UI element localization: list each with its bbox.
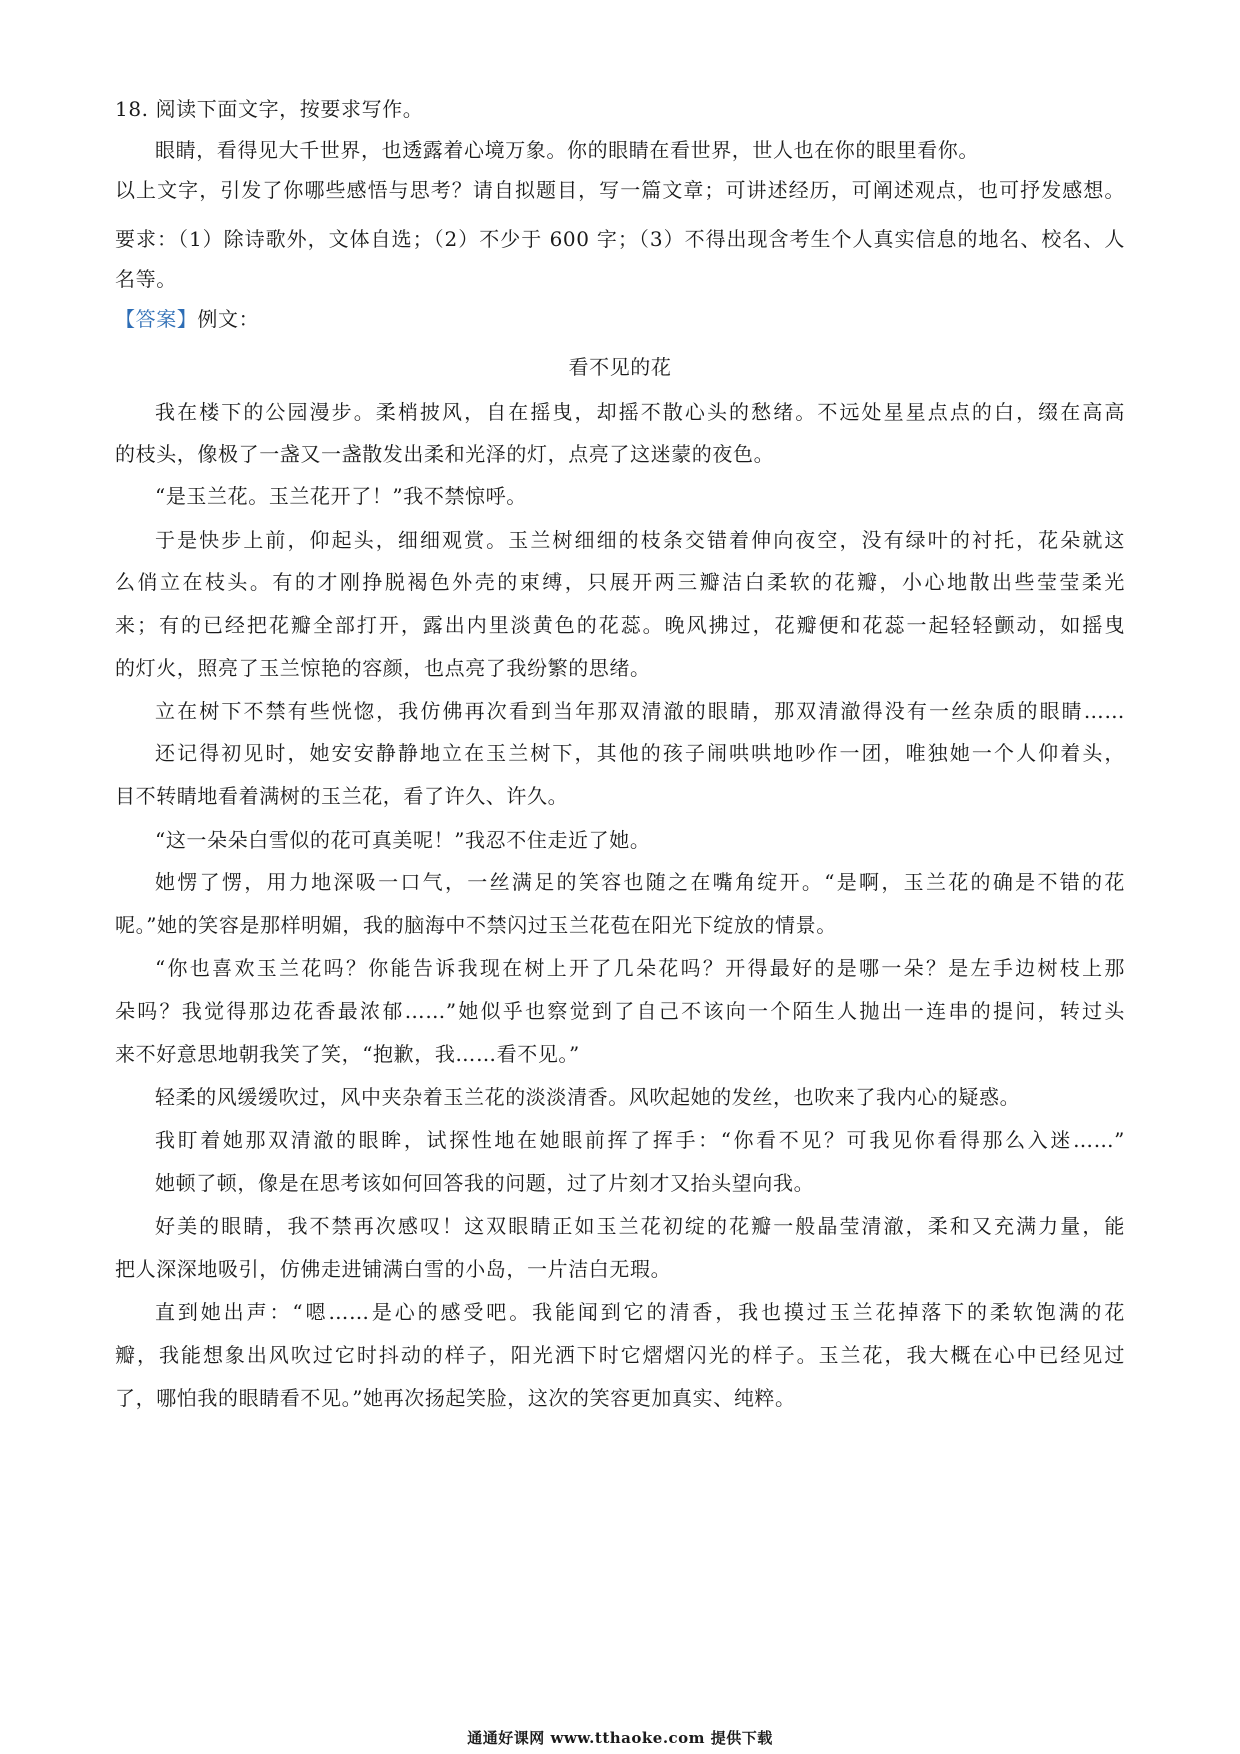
essay-line: 她愣了愣，用力地深吸一口气，一丝满足的笑容也随之在嘴角绽开。“是啊，玉兰花的确是不错的花 [155,870,1125,894]
essay-line: 轻柔的风缓缓吹过，风中夹杂着玉兰花的淡淡清香。风吹起她的发丝，也吹来了我内心的疑惑。 [155,1085,1021,1109]
essay-line: “这一朵朵白雪似的花可真美呢！”我忍不住走近了她。 [155,828,651,852]
essay-title: 看不见的花 [568,355,672,379]
question-number-prompt: 18. 阅读下面文字，按要求写作。 [115,97,424,121]
essay-line: 我盯着她那双清澈的眼眸，试探性地在她眼前挥了挥手：“你看不见？可我见你看得那么入迷……” [155,1128,1125,1152]
essay-line: 瓣，我能想象出风吹过它时抖动的样子，阳光洒下时它熠熠闪光的样子。玉兰花，我大概在心中已经见过 [115,1343,1125,1367]
essay-line: 么俏立在枝头。有的才刚挣脱褐色外壳的束缚，只展开两三瓣洁白柔软的花瓣，小心地散出些莹莹柔光 [115,570,1125,594]
essay-line: 的枝头，像极了一盏又一盏散发出柔和光泽的灯，点亮了这迷蒙的夜色。 [115,442,775,466]
essay-line: 于是快步上前，仰起头，细细观赏。玉兰树细细的枝条交错着伸向夜空，没有绿叶的衬托，花朵就这 [155,528,1125,552]
essay-line: 呢。”她的笑容是那样明媚，我的脑海中不禁闪过玉兰花苞在阳光下绽放的情景。 [115,913,837,937]
question-material: 眼睛，看得见大千世界，也透露着心境万象。你的眼睛在看世界，世人也在你的眼里看你。 [155,138,979,162]
essay-line: 立在树下不禁有些恍惚，我仿佛再次看到当年那双清澈的眼睛，那双清澈得没有一丝杂质的眼睛…… [155,699,1125,723]
essay-line: 目不转睛地看着满树的玉兰花，看了许久、许久。 [115,784,569,808]
question-instruction: 以上文字，引发了你哪些感悟与思考？请自拟题目，写一篇文章；可讲述经历，可阐述观点，也可抒发感想。 [115,178,1125,202]
essay-line: 还记得初见时，她安安静静地立在玉兰树下，其他的孩子闹哄哄地吵作一团，唯独她一个人仰着头， [155,741,1125,765]
essay-line: 直到她出声：“嗯……是心的感受吧。我能闻到它的清香，我也摸过玉兰花掉落下的柔软饱满的花 [155,1300,1125,1324]
question-requirements-line-2: 名等。 [115,267,177,291]
essay-line: 好美的眼睛，我不禁再次感叹！这双眼睛正如玉兰花初绽的花瓣一般晶莹清澈，柔和又充满力量，能 [155,1214,1125,1238]
essay-line: 朵吗？我觉得那边花香最浓郁……”她似乎也察觉到了自己不该向一个陌生人抛出一连串的提问，转过头 [115,999,1125,1023]
essay-line: 来；有的已经把花瓣全部打开，露出内里淡黄色的花蕊。晚风拂过，花瓣便和花蕊一起轻轻颤动，如摇曳 [115,613,1125,637]
page-footer: 通通好课网 www.tthaoke.com 提供下载 [467,1729,773,1747]
question-requirements-line-1: 要求：（1）除诗歌外，文体自选；（2）不少于 600 字；（3）不得出现含考生个人真实信息的地名、校名、人 [115,227,1125,251]
answer-heading [115,304,1125,334]
essay-line: 来不好意思地朝我笑了笑，“抱歉，我……看不见。” [115,1042,580,1066]
essay-line: 她顿了顿，像是在思考该如何回答我的问题，过了片刻才又抬头望向我。 [155,1171,815,1195]
essay-line: “是玉兰花。玉兰花开了！”我不禁惊呼。 [155,484,527,508]
essay-line: 我在楼下的公园漫步。柔梢披风，自在摇曳，却摇不散心头的愁绪。不远处星星点点的白，缀在高高 [155,400,1125,424]
essay-line: 了，哪怕我的眼睛看不见。”她再次扬起笑脸，这次的笑容更加真实、纯粹。 [115,1386,796,1410]
essay-line: “你也喜欢玉兰花吗？你能告诉我现在树上开了几朵花吗？开得最好的是哪一朵？是左手边树枝上那 [155,956,1125,980]
essay-line: 的灯火，照亮了玉兰惊艳的容颜，也点亮了我纷繁的思绪。 [115,656,651,680]
essay-line: 把人深深地吸引，仿佛走进铺满白雪的小岛，一片洁白无瑕。 [115,1257,672,1281]
answer-tag: 【答案】 [115,307,198,331]
answer-label: 例文： [197,307,260,331]
